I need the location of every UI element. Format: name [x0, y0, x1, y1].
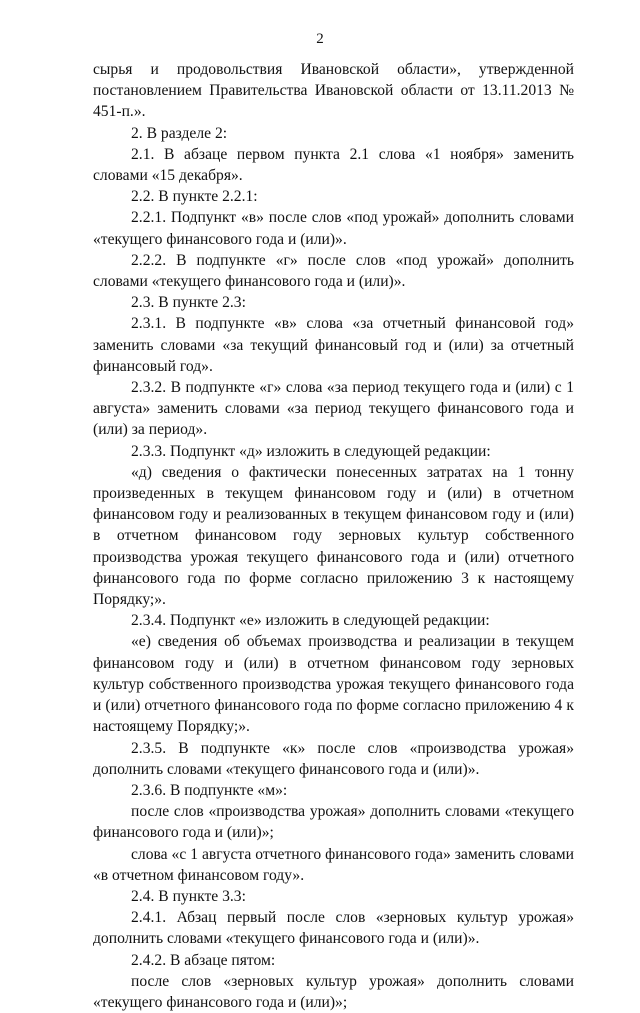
paragraph-2-4-2: 2.4.2. В абзаце пятом:: [131, 951, 276, 969]
page-number: 2: [316, 31, 324, 47]
paragraph-2-3-5: 2.3.5. В подпункте «к» после слов «производства урожая» дополнить словами «текущего финансового года и (или)».: [93, 739, 574, 778]
document-body: [93, 59, 574, 1013]
paragraph-2-3-2: 2.3.2. В подпункте «г» слова «за период текущего года и (или) с 1 августа» заменить словами «за период текущего финансового года и (или) за период».: [93, 379, 574, 439]
paragraph-section-2: 2. В разделе 2:: [131, 124, 228, 142]
paragraph-2-3-3: 2.3.3. Подпункт «д» изложить в следующей редакции:: [131, 442, 491, 460]
paragraph-subitem-d: «д) сведения о фактически понесенных затратах на 1 тонну произведенных в текущем финансовом году и (или) в отчетном финансовом году и реализованных в текущем финансовом году и (или) в отчетном финансовом году зерновых культур собственного производства урожая текущего финансового года и (или) отчетного финансового года по форме согласно приложению 3 к настоящему Порядку;».: [93, 463, 574, 609]
paragraph-continuation: сырья и продовольствия Ивановской области», утвержденной постановлением Правительства Ивановской области от 13.11.2013 № 451-п.».: [93, 61, 574, 121]
paragraph-2-4-1: 2.4.1. Абзац первый после слов «зерновых культур урожая» дополнить словами «текущего финансового года и (или)».: [93, 909, 574, 948]
paragraph-2-1: 2.1. В абзаце первом пункта 2.1 слова «1 ноября» заменить словами «15 декабря».: [93, 145, 574, 185]
paragraph-2-2-2: 2.2.2. В подпункте «г» после слов «под урожай» дополнить словами «текущего финансового года и (или)».: [93, 251, 574, 291]
paragraph-2-4: 2.4. В пункте 3.3:: [131, 887, 246, 905]
paragraph-2-2-1: 2.2.1. Подпункт «в» после слов «под урожай» дополнить словами «текущего финансового года и (или)».: [93, 209, 574, 248]
paragraph-2-3: 2.3. В пункте 2.3:: [131, 294, 246, 312]
paragraph-2-2: 2.2. В пункте 2.2.1:: [131, 188, 258, 206]
paragraph-2-3-6: 2.3.6. В подпункте «м»:: [131, 781, 288, 799]
paragraph-2-3-4: 2.3.4. Подпункт «е» изложить в следующей редакции:: [131, 612, 490, 630]
paragraph-subitem-e: «е) сведения об объемах производства и реализации в текущем финансовом году и (или) в отчетном финансовом году зерновых культур собственного производства урожая текущего финансового года и (или) отчетного финансового года по форме согласно приложению 4 к настоящему Порядку;».: [93, 633, 574, 736]
paragraph-2-3-6-b: слова «с 1 августа отчетного финансового года» заменить словами «в отчетном финансовом году».: [93, 845, 574, 884]
paragraph-2-3-6-a: после слов «производства урожая» дополнить словами «текущего финансового года и (или)»;: [93, 803, 574, 842]
paragraph-2-3-1: 2.3.1. В подпункте «в» слова «за отчетный финансовой год» заменить словами «за текущий финансовый год и (или) за отчетный финансовый год».: [93, 315, 574, 375]
paragraph-2-4-2-a: после слов «зерновых культур урожая» дополнить словами «текущего финансового года и (или)»;: [93, 972, 574, 1011]
